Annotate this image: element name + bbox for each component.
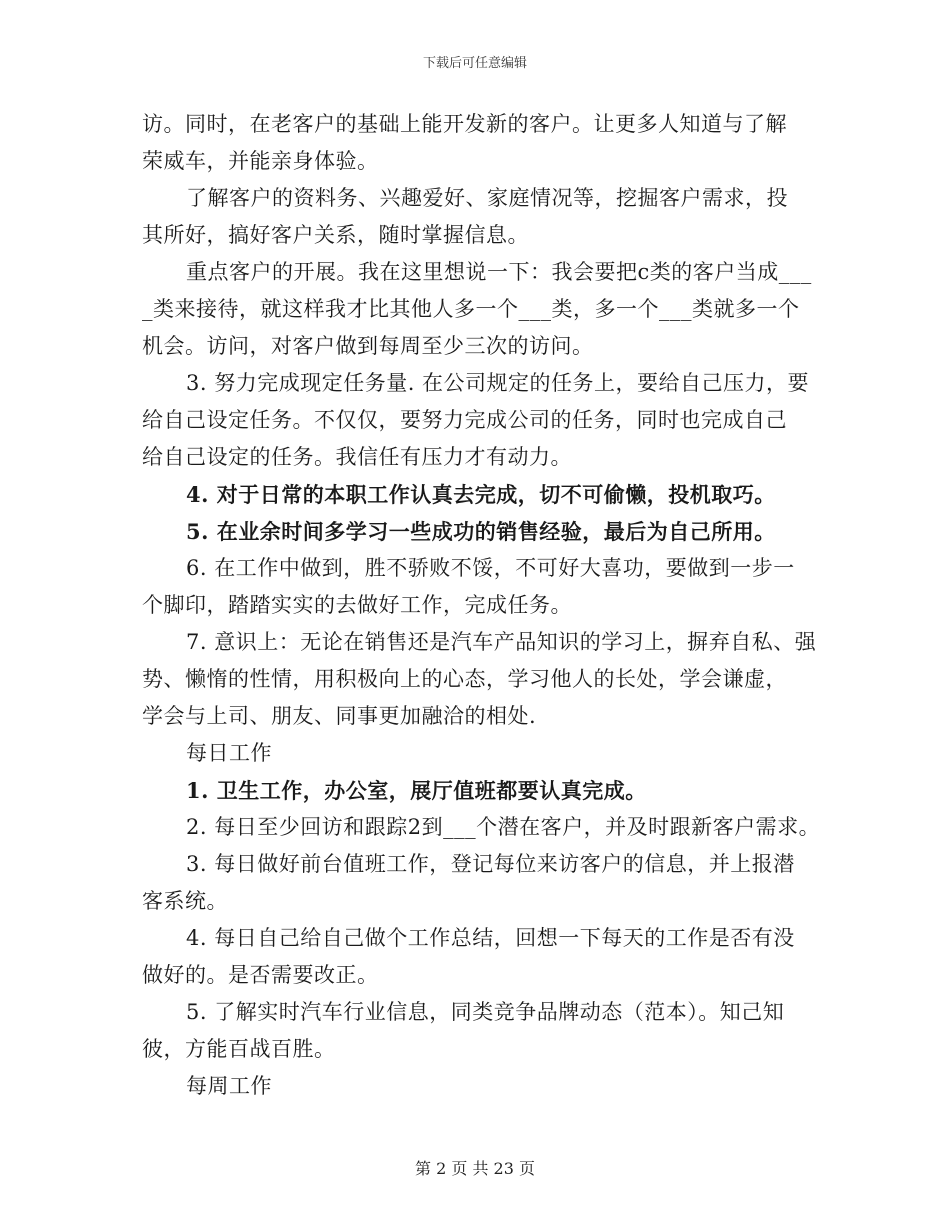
text-line: 访。同时，在老客户的基础上能开发新的客户。让更多人知道与了解 bbox=[142, 112, 787, 136]
text-line: 荣威车，并能亲身体验。 bbox=[142, 149, 379, 173]
text-line: 给自己设定任务。不仅仅，要努力完成公司的任务，同时也完成自己 bbox=[142, 408, 787, 432]
text-line: 6. 在工作中做到，胜不骄败不馁，不可好大喜功，要做到一步一 bbox=[186, 556, 795, 580]
text-line: 每周工作 bbox=[186, 1074, 272, 1098]
page-header: 下载后可任意编辑 bbox=[422, 56, 527, 71]
text-line: 7. 意识上：无论在销售还是汽车产品知识的学习上，摒弃自私、强 bbox=[186, 630, 817, 654]
text-line: 了解客户的资料务、兴趣爱好、家庭情况等，挖掘客户需求，投 bbox=[186, 186, 788, 210]
text-line: 重点客户的开展。我在这里想说一下：我会要把c类的客户当成___ bbox=[186, 260, 812, 284]
text-line: 其所好，搞好客户关系，随时掌握信息。 bbox=[142, 223, 529, 247]
document-body bbox=[142, 106, 822, 1105]
text-line: 给自己设定的任务。我信任有压力才有动力。 bbox=[142, 445, 572, 469]
text-line: 机会。访问，对客户做到每周至少三次的访问。 bbox=[142, 334, 594, 358]
text-line: _类来接待，就这样我才比其他人多一个___类，多一个___类就多一个 bbox=[142, 297, 800, 321]
text-line: 5. 在业余时间多学习一些成功的销售经验，最后为自己所用。 bbox=[186, 519, 776, 544]
text-line: 每日工作 bbox=[186, 741, 272, 765]
text-line: 4. 对于日常的本职工作认真去完成，切不可偷懒，投机取巧。 bbox=[186, 482, 776, 507]
text-line: 1. 卫生工作，办公室，展厅值班都要认真完成。 bbox=[186, 778, 647, 803]
text-line: 做好的。是否需要改正。 bbox=[142, 963, 379, 987]
text-line: 个脚印，踏踏实实的去做好工作，完成任务。 bbox=[142, 593, 572, 617]
page-footer: 第 2 页 共 23 页 bbox=[415, 1159, 535, 1178]
text-line: 2. 每日至少回访和跟踪2到___个潜在客户，并及时跟新客户需求。 bbox=[186, 815, 821, 839]
text-line: 3. 每日做好前台值班工作，登记每位来访客户的信息，并上报潜 bbox=[186, 852, 795, 876]
text-line: 客系统。 bbox=[142, 889, 228, 913]
text-line: 学会与上司、朋友、同事更加融洽的相处. bbox=[142, 704, 537, 728]
text-line: 彼，方能百战百胜。 bbox=[142, 1037, 336, 1061]
text-line: 3. 努力完成现定任务量. 在公司规定的任务上，要给自己压力，要 bbox=[186, 371, 810, 395]
text-line: 5. 了解实时汽车行业信息，同类竞争品牌动态（范本）。知己知 bbox=[186, 1000, 785, 1024]
text-line: 势、懒惰的性情，用积极向上的心态，学习他人的长处，学会谦虚， bbox=[142, 667, 787, 691]
text-line: 4. 每日自己给自己做个工作总结，回想一下每天的工作是否有没 bbox=[186, 926, 795, 950]
